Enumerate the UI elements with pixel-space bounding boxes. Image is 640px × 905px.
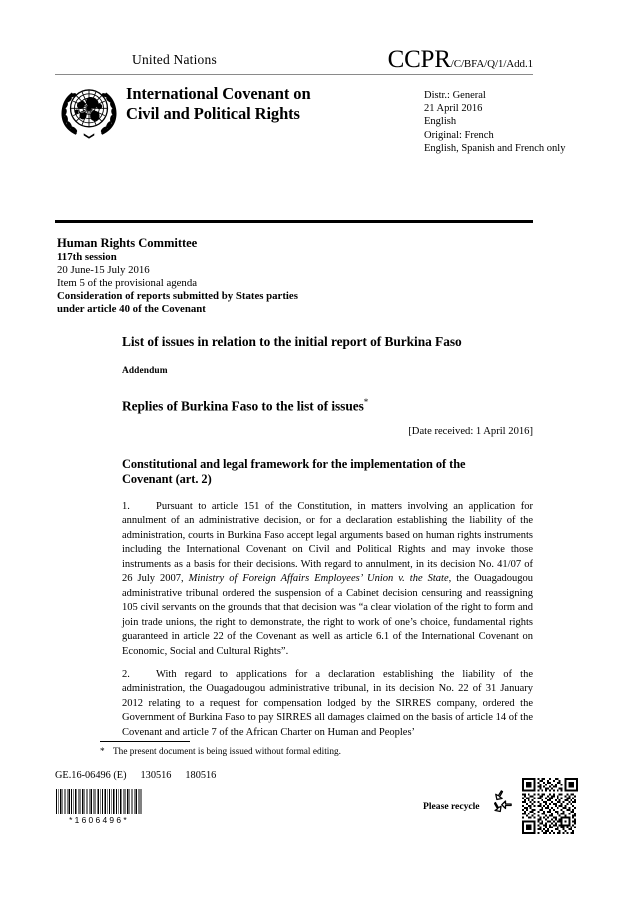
covenant-title-line-2: Civil and Political Rights — [126, 103, 300, 123]
list-of-issues-heading: List of issues in relation to the initial report of Burkina Faso — [122, 334, 462, 349]
committee-session-dates: 20 June-15 July 2016 — [57, 264, 150, 277]
body-text — [122, 500, 533, 749]
masthead-thin-rule — [55, 74, 533, 75]
job-number-language: (E) — [113, 770, 127, 781]
paragraph-1-text-part-1: Pursuant to article 151 of the Constitution, in matters involving an application for annulment of an administrative decision, or for a declaration establishing the liability of the administration, courts in Burkina Faso accept legal arguments based on human rights instruments including the International Covenant on Civil and Political Rights and may invoke those instruments as a basis for their decisions. With regard to annulment, in its decision No. 41/07 of 26 July 2007, — [122, 501, 533, 585]
paragraph-1-number: 1. — [122, 501, 130, 512]
section-heading-line-2: Covenant (art. 2) — [122, 472, 212, 487]
recycle-label: Please recycle — [423, 801, 480, 812]
barcode-icon — [55, 789, 143, 814]
committee-block — [57, 236, 477, 316]
covenant-title-line-1: International Covenant on — [126, 84, 311, 103]
job-number-code: GE.16-06496 — [55, 770, 111, 781]
recycle-icon — [490, 789, 515, 813]
paragraph-1 — [122, 500, 533, 659]
job-number-date-1: 130516 — [140, 770, 172, 781]
job-number-date-2: 180516 — [185, 770, 217, 781]
paragraph-2-number: 2. — [122, 668, 130, 680]
document-date: 21 April 2016 — [424, 103, 483, 115]
committee-name: Human Rights Committee — [57, 236, 198, 250]
organization-name: United Nations — [132, 52, 217, 67]
un-emblem-icon — [56, 82, 122, 140]
replies-footnote-marker: * — [363, 397, 369, 407]
agenda-item: Item 5 of the provisional agenda — [57, 277, 198, 290]
footnote-separator — [100, 741, 190, 742]
available-languages: English, Spanish and French only — [424, 142, 566, 154]
paragraph-1-case-name: Ministry of Foreign Affairs Employees’ Union v. the State — [188, 573, 449, 585]
section-heading — [122, 457, 522, 488]
covenant-title — [126, 84, 406, 123]
committee-session: 117th session — [57, 251, 117, 263]
masthead-thick-rule — [55, 220, 533, 223]
masthead-top-row — [55, 46, 533, 74]
document-symbol-suffix: /C/BFA/Q/1/Add.1 — [450, 58, 533, 70]
document-language: English — [424, 116, 457, 128]
job-number — [55, 770, 216, 781]
footnote — [100, 746, 520, 758]
distribution-block — [424, 89, 624, 155]
qr-code-icon — [522, 778, 578, 834]
consideration-line-1: Consideration of reports submitted by States parties — [57, 290, 298, 303]
consideration-line-2: under article 40 of the Covenant — [57, 303, 206, 316]
replies-heading — [122, 394, 542, 414]
section-heading-line-1: Constitutional and legal framework for the implementation of the — [122, 457, 466, 471]
paragraph-2-text: With regard to applications for a declaration establishing the liability of the administration, the Ouagadougou administrative tribunal, in its decision No. 22 of 31 January 2012 relating to a request for compensation lodged by the SIRRES company, ordered the Government of Burkina Faso to pay SIRRES all damages claimed on the basis of article 14 of the Covenant and article 7 of the African Charter on Human and Peoples’ — [122, 668, 533, 738]
paragraph-1-text-part-2: , the Ouagadougou administrative tribunal ordered the suspension of a Cabinet decision censuring and reassigning 105 civil servants on the grounds that that decision was “a clear violation of the right to form and join trade unions, the right to demonstrate, the right to work of one’s choice, fundamental rights guaranteed in article 22 of the Covenant as well as article 6.1 of the International Covenant on Economic, Social and Cultural Rights”. — [122, 573, 533, 657]
footnote-marker: * — [100, 747, 105, 757]
original-language: Original: French — [424, 129, 494, 141]
document-symbol — [388, 46, 533, 74]
paragraph-2 — [122, 668, 533, 740]
replies-heading-text: Replies of Burkina Faso to the list of issues — [122, 398, 364, 414]
footnote-text: The present document is being issued without formal editing. — [113, 747, 341, 757]
barcode-text: *1606496* — [69, 815, 129, 825]
date-received: [Date received: 1 April 2016] — [408, 426, 533, 437]
distribution-type: Distr.: General — [424, 90, 486, 101]
addendum-label: Addendum — [122, 366, 168, 376]
document-symbol-main: CCPR — [387, 46, 451, 73]
